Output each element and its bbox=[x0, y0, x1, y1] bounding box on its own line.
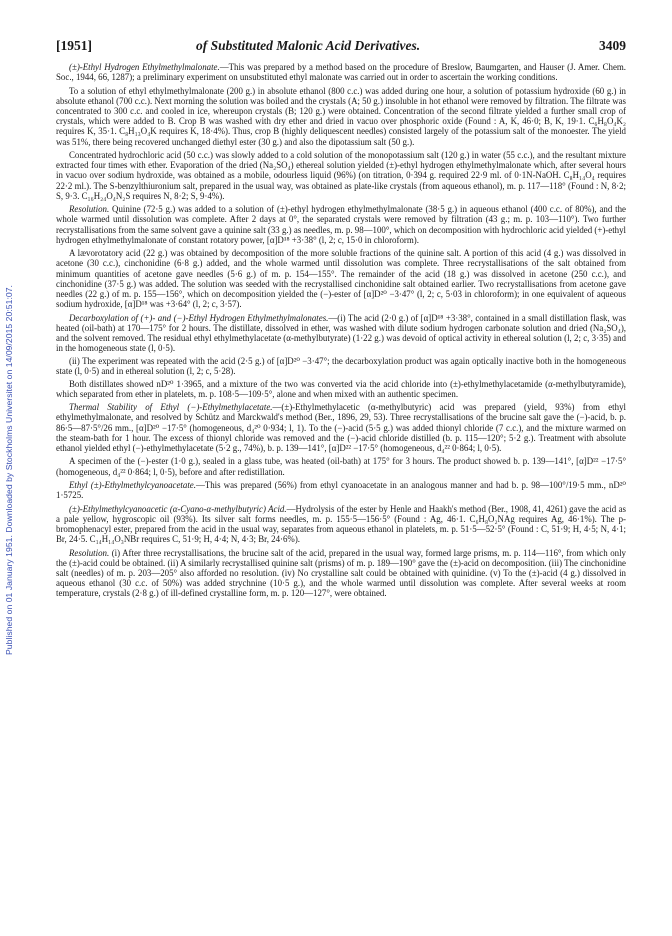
paragraph-text: Quinine (72·5 g.) was added to a solution of (±)-ethyl hydrogen ethylmethylmalonate (38·5 g.) in aqueous ethanol (400 c.c. of 80%), and the whole warmed until dissolution was complete. After 2 days at 0°, the separated crystals were removed by filtration (43 g.; m. p. 103—110°). Two further recrystallisations from the same solvent gave a quinine salt (33 g.) as needles, m. p. 98—100°, which on decomposition with hydrochloric acid yielded (+)-ethyl hydrogen ethylmethylmalonate of constant rotatory power, [α]D¹⁸ +3·38° (l, 2; c, 15·0 in chloroform). bbox=[56, 204, 626, 245]
paragraph-text: —(i) The acid (2·0 g.) of [α]D¹⁸ +3·38°, contained in a small distillation flask, was heated (oil-bath) at 170—175° for 2 hours. The distillate, dissolved in ether, was washed with dilute sodium hydrogen carbonate solution and dried (Na₂SO₄), and the solvent removed. The residual ethyl ethylmethylacetate (α-methylbutyrate) (1·22 g.) was devoid of optical activity in ethereal solution (l, 2; c, 3·35) and in the homogeneous state (l, 0·5). bbox=[56, 312, 626, 354]
paragraph bbox=[56, 456, 626, 476]
paragraph bbox=[56, 356, 626, 376]
paragraph bbox=[56, 504, 626, 545]
paragraph-text: —This was prepared (56%) from ethyl cyanoacetate in an analogous manner and had b. p. 98—100°/19·5 mm., nD²⁰ 1·5725. bbox=[56, 480, 626, 501]
paragraph-heading: Resolution. bbox=[69, 204, 110, 215]
article-body bbox=[56, 62, 626, 928]
paragraph bbox=[56, 379, 626, 399]
paragraph-text: To a solution of ethyl ethylmethylmalonate (200 g.) in absolute ethanol (800 c.c.) was added during one hour, a solution of potassium hydroxide (60 g.) in absolute ethanol (700 c.c.). Next morning the solution was boiled and the crystals (A; 50 g.) insoluble in hot ethanol were removed by filtration. The filtrate was concentrated to 300 c.c. and cooled in ice, whereupon crystals (B; 120 g.) were obtained. Concentration of the second filtrate yielded a further small crop of crystals, which were added to B. Crop B was washed with dry ether and dried in vacuo over phosphoric oxide (Found : A, K, 46·0; B, K, 19·1. C₆H₈O₄K₂ requires K, 35·1. C₈H₁₃O₄K requires K, 18·4%). Thus, crop B (highly deliquescent needles) consisted largely of the potassium salt of the monoester. The yield was 51%, there being recovered unchanged diethyl ester (30 g.) and also the dipotassium salt (50 g.). bbox=[56, 85, 626, 147]
paragraph bbox=[56, 548, 626, 599]
paragraph bbox=[56, 313, 626, 354]
paragraph bbox=[56, 86, 626, 147]
paragraph bbox=[56, 62, 626, 82]
paragraph bbox=[56, 204, 626, 245]
paragraph-text: Both distillates showed nD²⁰ 1·3965, and a mixture of the two was converted via the acid chloride into (±)-ethylmethylacetamide (α-methylbutyramide), which separated from ether in platelets, m. p. 108·5—109·5°, alone and when mixed with an authentic specimen. bbox=[56, 378, 626, 399]
paragraph-text: —Hydrolysis of the ester by Henle and Haakh's method (Ber., 1908, 41, 4261) gave the acid as a pale yellow, hygroscopic oil (93%). Its silver salt forms needles, m. p. 155·5—156·5° (Found : Ag, 46·1. C₆H₈O₂NAg requires Ag, 46·1%). The p-bromophenacyl ester, prepared from the acid in the usual way, separates from aqueous ethanol in platelets, m. p. 51·5—52·5° (Found : C, 51·9; H, 4·5; N, 4·1; Br, 24·5. C₁₄H₁₄O₃NBr requires C, 51·9; H, 4·4; N, 4·3; Br, 24·6%). bbox=[56, 503, 626, 545]
paragraph-heading: Ethyl (±)-Ethylmethylcyanoacetate. bbox=[69, 480, 196, 490]
paragraph-heading: Thermal Stability of Ethyl (−)-Ethylmethylacetate. bbox=[69, 402, 273, 413]
download-watermark: Published on 01 January 1951. Downloaded by Stockholms Universitet on 14/09/2015 20:51:07. bbox=[4, 285, 14, 655]
paragraph-heading: Resolution. bbox=[69, 547, 110, 558]
paragraph-text: (ii) The experiment was repeated with the acid (2·5 g.) of [α]D²⁰ −3·47°; the decarboxylation product was again optically inactive both in the homogeneous state (l, 0·5) and in ethereal solution (l, 2; c, 5·28). bbox=[56, 355, 626, 377]
paragraph-text: —(±)-Ethylmethylacetic (α-methylbutyric) acid was prepared (yield, 93%) from ethyl ethylmethylmalonate, and resolved by Schütz and Marckwald's method (Ber., 1896, 29, 53). Three recrystallisations of the brucine salt gave the (−)-acid, b. p. 86·5—87·5°/26 mm., [α]D²⁰ −17·5° (homogeneous, d₄²⁰ 0·934; l, 1). To the (−)-acid (5·5 g.) was added thionyl chloride (7 c.c.), and the mixture warmed on the steam-bath for 1 hour. The excess of thionyl chloride was removed and the (−)-acid chloride distilled (b. p. 115—120°; 5·2 g.). Treatment with absolute ethanol yielded ethyl (−)-ethylmethylacetate (5·2 g., 74%), b. p. 139—141°, [α]D²² −17·5° (homogeneous, d₄²² 0·864; l, 0·5). bbox=[56, 402, 626, 454]
paragraph bbox=[56, 150, 626, 201]
paragraph-heading: (±)-Ethyl Hydrogen Ethylmethylmalonate. bbox=[69, 62, 220, 72]
paragraph-text: Concentrated hydrochloric acid (50 c.c.) was slowly added to a cold solution of the monopotassium salt (120 g.) in water (55 c.c.), and the resultant mixture extracted four times with ether. Evaporation of the dried (Na₂SO₄) ethereal solution yielded (±)-ethyl hydrogen ethylmethylmalonate which, after several hours in vacuo over sodium hydroxide, was obtained as a mobile, odourless liquid (96%) (on titration, 0·394 g. required 22·9 ml. of 0·1N-NaOH. C₈H₁₄O₄ requires 22·2 ml.). The S-benzylthiuronium salt, prepared in the usual way, was obtained as plate-like crystals (from aqueous ethanol), m. p. 117—118° (Found : N, 8·2; S, 9·3. C₁₆H₂₄O₄N₂S requires N, 8·2; S, 9·4%). bbox=[56, 150, 626, 201]
page-number: 3409 bbox=[599, 38, 626, 53]
paragraph-text: (i) After three recrystallisations, the brucine salt of the acid, prepared in the usual way, formed large prisms, m. p. 114—116°, from which only the (±)-acid could be obtained. (ii) A similarly recrystallised quinine salt (prisms) of m. p. 189—190° gave the (±)-acid on decomposition. (iii) The cinchonidine salt (needles) of m. p. 203—205° also afforded no resolution. (iv) No crystalline salt could be obtained with quinidine. (v) To the (±)-acid (4 g.) dissolved in aqueous ethanol (30 c.c. of 50%) was added strychnine (10·5 g.), and the whole warmed until dissolution was complete. After several weeks at room temperature, crystals (2·8 g.) of ill-defined crystalline form, m. p. 120—127°, were obtained. bbox=[56, 547, 626, 599]
paragraph-text: A specimen of the (−)-ester (1·0 g.), sealed in a glass tube, was heated (oil-bath) at 175° for 3 hours. The product showed b. p. 139—141°, [α]D²² −17·5° (homogeneous, d₄²² 0·864; l, 0·5), before and after redistillation. bbox=[56, 456, 626, 477]
paragraph-heading: (±)-Ethylmethylcyanoacetic (α-Cyano-α-methylbutyric) Acid. bbox=[69, 503, 287, 514]
paragraph bbox=[56, 480, 626, 500]
paragraph bbox=[56, 248, 626, 309]
paragraph-heading: Decarboxylation of (+)- and (−)-Ethyl Hydrogen Ethylmethylmalonates. bbox=[69, 312, 329, 323]
paragraph bbox=[56, 402, 626, 453]
running-header bbox=[56, 38, 626, 60]
header-year: [1951] bbox=[56, 38, 92, 53]
paragraph-text: —This was prepared by a method based on the procedure of Breslow, Baumgarten, and Hauser (J. Amer. Chem. Soc., 1944, 66, 1287); a preliminary experiment on unsubstituted ethyl malonate was carried out in order to ascertain the working conditions. bbox=[56, 62, 627, 83]
paragraph-text: A lævorotatory acid (22 g.) was obtained by decomposition of the more soluble fractions of the quinine salt. A portion of this acid (4 g.) was dissolved in acetone (30 c.c.), cinchonidine (6·8 g.) added, and the whole warmed until dissolution was complete. Three recrystallisations of the salt obtained from minimum quantities of acetone gave needles (5·6 g.) of m. p. 154—155°. The remainder of the acid (18 g.) was dissolved in acetone (250 c.c.), and cinchonidine (37·5 g.) was added. The solution was seeded with the recrystallised cinchonidine salt obtained earlier. Two recrystallisations from acetone gave needles (22 g.) of m. p. 155—156°, which on decomposition yielded the (−)-ester of [α]D²⁰ −3·47° (l, 2; c, 5·03 in chloroform); in one equivalent of aqueous sodium hydroxide, [α]D¹⁸ was +3·64° (l, 2; c, 3·57). bbox=[56, 248, 626, 310]
header-title: of Substituted Malonic Acid Derivatives. bbox=[196, 38, 421, 53]
